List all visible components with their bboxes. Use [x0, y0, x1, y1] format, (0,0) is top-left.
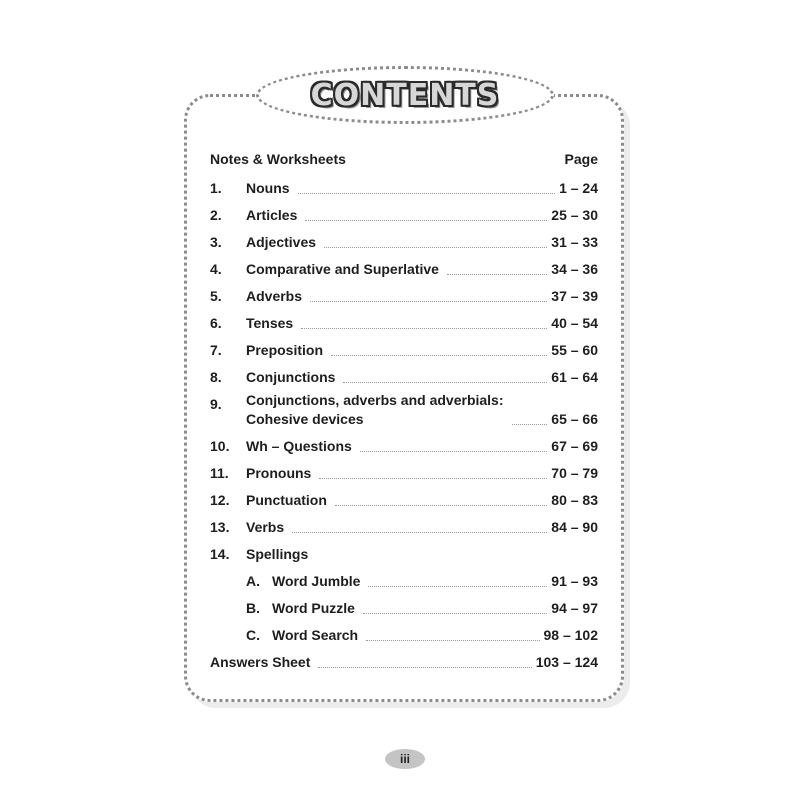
toc-entry[interactable]	[210, 364, 598, 391]
dot-leader	[360, 451, 547, 452]
toc-entry[interactable]	[210, 487, 598, 514]
toc-entry[interactable]	[210, 433, 598, 460]
entry-title: Spellings	[246, 546, 309, 562]
entry-title: Verbs	[246, 519, 285, 535]
toc-entry[interactable]	[210, 175, 598, 202]
entry-pages: 67 – 69	[551, 438, 598, 454]
sub-entry-letter: C.	[246, 627, 260, 643]
entry-pages: 65 – 66	[551, 411, 598, 427]
entry-number: 4.	[210, 261, 222, 277]
sub-entry-pages: 91 – 93	[551, 573, 598, 589]
entry-title: Preposition	[246, 342, 324, 358]
toc-sub-entry[interactable]	[210, 595, 598, 622]
entry-title: Punctuation	[246, 492, 327, 508]
toc-entry[interactable]	[210, 202, 598, 229]
dot-leader	[310, 301, 547, 302]
toc-entry[interactable]	[210, 541, 598, 568]
entry-pages: 55 – 60	[551, 342, 598, 358]
sub-entry-letter: B.	[246, 600, 260, 616]
entry-title: Wh – Questions	[246, 438, 352, 454]
entry-number: 12.	[210, 492, 230, 508]
dot-leader	[447, 274, 547, 275]
entry-number: 8.	[210, 369, 222, 385]
entry-title: Adjectives	[246, 234, 317, 250]
toc-entry[interactable]	[210, 256, 598, 283]
entry-number: 11.	[210, 465, 229, 481]
entry-pages: 31 – 33	[551, 234, 598, 250]
page-title: CONTENTS	[310, 77, 500, 113]
page-number-badge	[385, 749, 425, 769]
title-banner	[256, 66, 554, 124]
dot-leader	[368, 586, 547, 587]
toc-sub-entry[interactable]	[210, 622, 598, 649]
entry-number: 7.	[210, 342, 222, 358]
toc-sub-entry[interactable]	[210, 568, 598, 595]
dot-leader	[363, 613, 547, 614]
entry-title: Nouns	[246, 180, 290, 196]
header-page: Page	[564, 151, 598, 167]
entry-number: 3.	[210, 234, 222, 250]
table-of-contents	[210, 148, 598, 676]
entry-title-line: Cohesive devices	[246, 411, 364, 427]
entry-pages: 1 – 24	[559, 180, 598, 196]
dot-leader	[512, 424, 548, 425]
dot-leader	[324, 247, 547, 248]
header-notes-worksheets: Notes & Worksheets	[210, 151, 346, 167]
dot-leader	[301, 328, 547, 329]
entry-number: 10.	[210, 438, 230, 454]
toc-header	[210, 148, 598, 170]
dot-leader	[318, 667, 531, 668]
sub-entry-pages: 94 – 97	[551, 600, 598, 616]
sub-entry-pages: 98 – 102	[543, 627, 598, 643]
answers-title: Answers Sheet	[210, 654, 311, 670]
entry-pages: 34 – 36	[551, 261, 598, 277]
dot-leader	[319, 478, 547, 479]
entry-title: Articles	[246, 207, 298, 223]
dot-leader	[292, 532, 547, 533]
dot-leader	[335, 505, 547, 506]
dot-leader	[343, 382, 547, 383]
entry-number: 5.	[210, 288, 222, 304]
entry-title: Pronouns	[246, 465, 312, 481]
sub-entry-title: Word Jumble	[272, 573, 361, 589]
sub-entry-letter: A.	[246, 573, 260, 589]
toc-entry[interactable]	[210, 514, 598, 541]
toc-entry[interactable]	[210, 310, 598, 337]
entry-title: Tenses	[246, 315, 294, 331]
entry-title: Adverbs	[246, 288, 303, 304]
page-number: iii	[399, 752, 410, 766]
entry-pages: 61 – 64	[551, 369, 598, 385]
entry-number: 2.	[210, 207, 222, 223]
entry-title: Conjunctions	[246, 369, 336, 385]
toc-entry[interactable]	[210, 283, 598, 310]
entry-pages: 84 – 90	[551, 519, 598, 535]
sub-entry-title: Word Puzzle	[272, 600, 355, 616]
entry-title-line: Conjunctions, adverbs and adverbials:	[246, 392, 504, 408]
entry-number: 14.	[210, 546, 230, 562]
sub-entry-title: Word Search	[272, 627, 359, 643]
entry-pages: 40 – 54	[551, 315, 598, 331]
entry-pages: 37 – 39	[551, 288, 598, 304]
answers-pages: 103 – 124	[535, 654, 598, 670]
toc-entry[interactable]	[210, 337, 598, 364]
entry-pages: 70 – 79	[551, 465, 598, 481]
toc-entry[interactable]	[210, 460, 598, 487]
entry-number: 9.	[210, 396, 222, 412]
entry-pages: 80 – 83	[551, 492, 598, 508]
entry-number: 1.	[210, 180, 222, 196]
entry-number: 6.	[210, 315, 222, 331]
toc-answers-entry[interactable]	[210, 649, 598, 676]
entry-number: 13.	[210, 519, 230, 535]
entry-title: Comparative and Superlative	[246, 261, 439, 277]
dot-leader	[366, 640, 539, 641]
entry-title	[246, 391, 504, 433]
dot-leader	[305, 220, 547, 221]
toc-entry[interactable]	[210, 229, 598, 256]
entry-pages: 25 – 30	[551, 207, 598, 223]
toc-entry[interactable]	[210, 391, 598, 433]
dot-leader	[331, 355, 547, 356]
dot-leader	[298, 193, 556, 194]
